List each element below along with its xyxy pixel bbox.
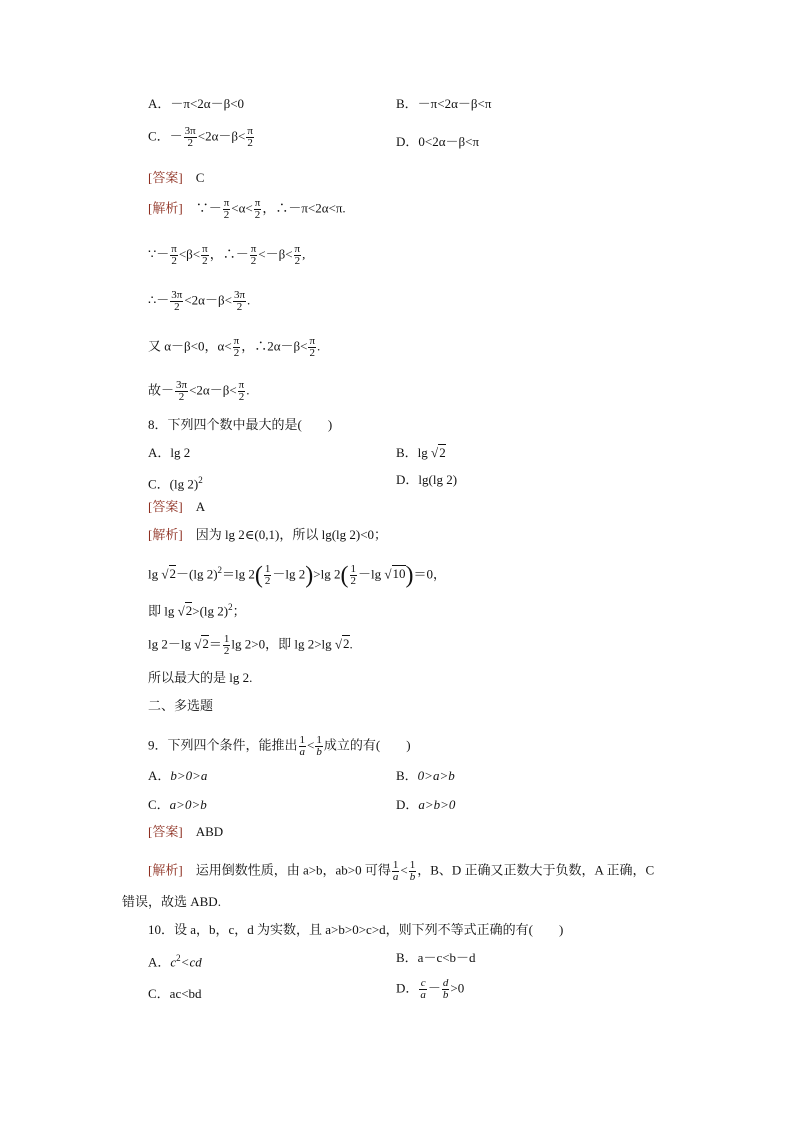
fraction: $\frac{3\pi}{2}$	[184, 125, 196, 149]
q7-analysis-line-3: ∴－ $\frac{3\pi}{2}$ <2α－β< $\frac{3\pi}{2}$ .	[148, 289, 251, 313]
q9-option-a: A．b>0>a	[148, 768, 208, 783]
q8-analysis-line-3: 即 lg √2>(lg 2)$^2$；	[148, 602, 246, 619]
q7-option-a: A．－π<2α－β<0	[148, 96, 245, 111]
q9-option-d: D．a>b>0	[396, 797, 456, 812]
q10-option-d: D． $\frac{c}{a}$ － $\frac{d}{b}$ >0	[396, 977, 465, 1001]
q8-analysis-line-4: lg 2－lg √2＝ $\frac{1}{2}$ lg 2>0，即 lg 2>lg √2.	[148, 633, 353, 657]
q8-option-b: B．lg √2	[396, 445, 446, 460]
q7-analysis-line-5: 故－ $\frac{3\pi}{2}$ <2α－β< $\frac{\pi}{2}$ .	[148, 379, 250, 403]
q9-option-c: C．a>0>b	[148, 797, 207, 812]
q7-option-d: D．0<2α－β<π	[396, 134, 480, 149]
q10-option-c: C．ac<bd	[148, 986, 202, 1001]
q7-answer: [答案] C	[148, 170, 205, 185]
q9-analysis-line-2: 错误，故选 ABD.	[122, 894, 221, 909]
q9-option-b: B．0>a>b	[396, 768, 455, 783]
q10-option-b: B．a－c<b－d	[396, 950, 476, 965]
q7-option-c: C．－ $\frac{3\pi}{2}$ <2α－β< $\frac{\pi}{2}$	[148, 125, 253, 149]
q8-analysis-line-1: [解析] 因为 lg 2∈(0,1)，所以 lg(lg 2)<0；	[148, 527, 388, 542]
q7-option-b: B．－π<2α－β<π	[396, 96, 492, 111]
section-heading: 二、多选题	[148, 698, 214, 713]
q9-analysis-line-1: [解析] 运用倒数性质，由 a>b，ab>0 可得 $\frac{1}{a}$ < $\frac{1}{b}$ ，B、D 正确又正数大于负数，A 正确，C	[148, 859, 655, 883]
q7-analysis-line-2: ∵－ $\frac{\pi}{2}$ <β< $\frac{\pi}{2}$ ，∴－ $\frac{\pi}{2}$ <－β< $\frac{\pi}{2}$ ,	[148, 243, 306, 267]
q8-option-d: D．lg(lg 2)	[396, 472, 458, 487]
q8-conclusion: 所以最大的是 lg 2.	[148, 670, 253, 685]
q8-stem: 8．下列四个数中最大的是( )	[148, 417, 333, 432]
q7-analysis-line-1: [解析] ∵－ $\frac{\pi}{2}$ <α< $\frac{\pi}{2}$ ，∴－π<2α<π.	[148, 197, 346, 221]
q8-analysis-line-2: lg √2－(lg 2)$^2$＝lg 2( $\frac{1}{2}$ －lg 2)>lg 2( $\frac{1}{2}$ －lg √10)＝0，	[148, 562, 447, 589]
fraction: $\frac{\pi}{2}$	[247, 125, 253, 149]
q8-answer: [答案] A	[148, 499, 206, 514]
q8-option-a: A．lg 2	[148, 445, 191, 460]
q9-answer: [答案] ABD	[148, 824, 224, 839]
q7-analysis-line-4: 又 α－β<0，α< $\frac{\pi}{2}$ ，∴2α－β< $\frac{\pi}{2}$ .	[148, 335, 321, 359]
q9-stem: 9．下列四个条件，能推出 $\frac{1}{a}$ < $\frac{1}{b}$ 成立的有( )	[148, 734, 411, 758]
q8-option-c: C．(lg 2)$^2$	[148, 475, 203, 492]
q10-stem: 10．设 a，b，c，d 为实数，且 a>b>0>c>d，则下列不等式正确的有( )	[148, 922, 564, 937]
q10-option-a: A．$c^2<cd$	[148, 953, 202, 970]
